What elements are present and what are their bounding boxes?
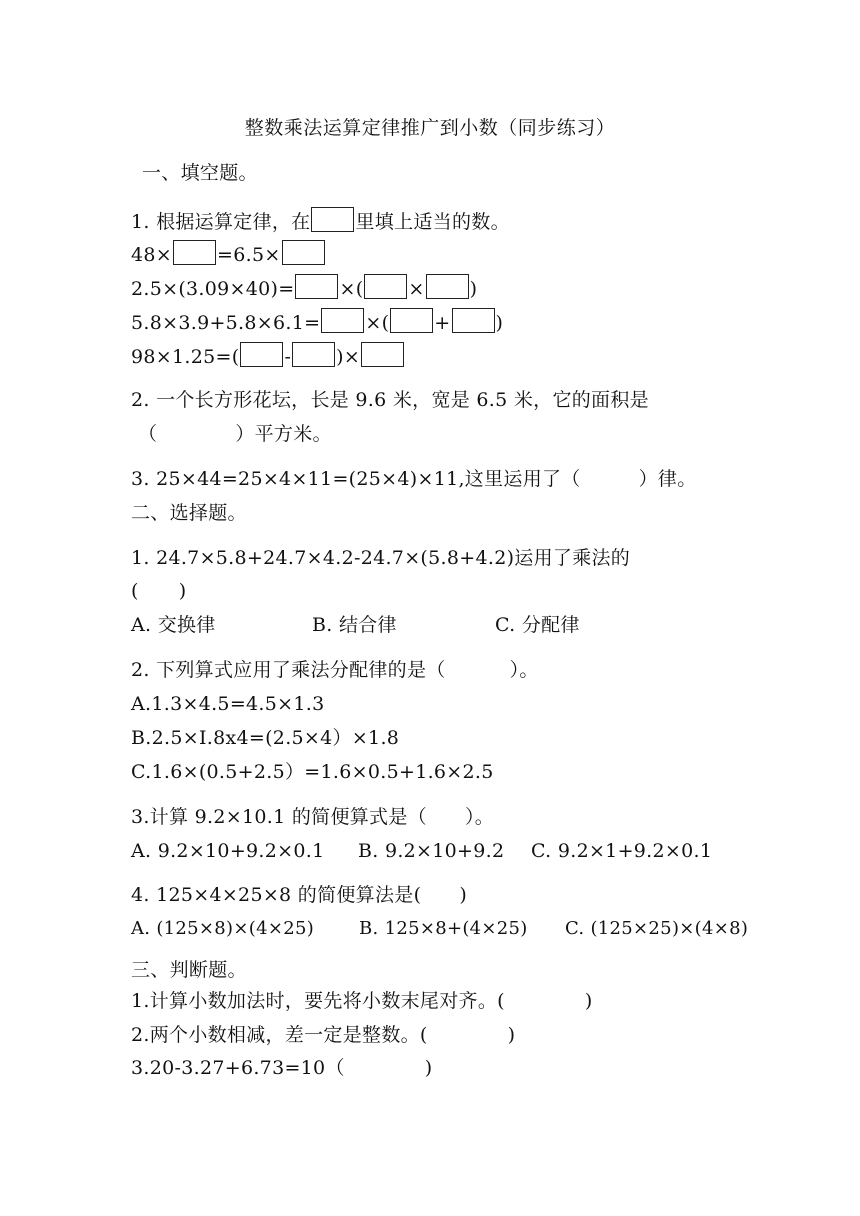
- q-text: ): [584, 990, 593, 1012]
- section-heading-fill-blank: 一、填空题。: [142, 162, 258, 184]
- section-heading-true-false: 三、判断题。: [131, 959, 247, 981]
- q-text: ）。: [464, 806, 495, 828]
- expr-text: ×(: [339, 278, 364, 300]
- section-heading-choice: 二、选择题。: [131, 502, 247, 524]
- q-text: ): [459, 884, 468, 906]
- q-text: 2.两个小数相减，差一定是整数。(: [131, 1024, 428, 1046]
- expr-text: 2.5×(3.09×40)=: [131, 278, 295, 300]
- s1-q1-expression-1: [131, 240, 326, 268]
- answer-box[interactable]: [173, 240, 216, 265]
- paren-close: ): [178, 580, 187, 602]
- s2-q2-text: [131, 657, 539, 683]
- answer-box[interactable]: [282, 240, 325, 265]
- answer-box-sample: [311, 207, 354, 232]
- expr-text: ×: [408, 278, 425, 300]
- q-text: 4. 125×4×25×8 的简便算法是(: [131, 884, 422, 906]
- s1-q1-expression-3: [131, 308, 503, 336]
- expr-text: )×: [336, 346, 361, 368]
- s2-q3-text: [131, 804, 494, 830]
- expr-text: ): [469, 278, 478, 300]
- s3-q2-text: [131, 1022, 515, 1048]
- s1-q1-prefix: 1. 根据运算定律，在: [131, 211, 311, 233]
- expr-text: ×(: [365, 312, 390, 334]
- answer-box[interactable]: [390, 308, 433, 333]
- q-text: ）律。: [638, 468, 697, 490]
- s1-q1-suffix: 里填上适当的数。: [355, 211, 510, 233]
- s2-q3-option-b: B. 9.2×10+9.2: [358, 840, 505, 862]
- q-text: 3.计算 9.2×10.1 的简便算式是（: [131, 806, 427, 828]
- answer-box[interactable]: [426, 274, 469, 299]
- answer-box[interactable]: [364, 274, 407, 299]
- s2-q4-option-b: B. 125×8+(4×25): [359, 918, 528, 939]
- q-text: 3.20-3.27+6.73=10（: [131, 1057, 345, 1079]
- s1-q3-text: [131, 466, 697, 492]
- expr-text: ): [495, 312, 504, 334]
- s2-q1-option-a: A. 交换律: [131, 614, 216, 636]
- paren-open: (: [131, 580, 139, 602]
- s2-q4-text: [131, 882, 467, 908]
- s1-q1-instruction: [131, 207, 510, 235]
- s2-q4-option-a: A. (125×8)×(4×25): [131, 918, 315, 939]
- s2-q1-answer-line: [131, 578, 186, 604]
- s2-q3-option-a: A. 9.2×10+9.2×0.1: [131, 840, 325, 862]
- s3-q1-text: [131, 988, 593, 1014]
- q-text: ）。: [509, 659, 539, 681]
- expr-text: =6.5×: [217, 244, 281, 266]
- s3-q3-text: [131, 1055, 432, 1081]
- expr-text: +: [434, 312, 451, 334]
- s1-q1-expression-4: [131, 342, 405, 370]
- paren-open: （: [138, 423, 158, 445]
- answer-box[interactable]: [361, 342, 404, 367]
- s1-q2-answer-line: [138, 421, 332, 447]
- answer-box[interactable]: [321, 308, 364, 333]
- expr-text: 48×: [131, 244, 172, 266]
- q-text: ): [507, 1024, 516, 1046]
- q-text: 3. 25×44=25×4×11=(25×4)×11,这里运用了（: [131, 468, 581, 490]
- s2-q1-text: 1. 24.7×5.8+24.7×4.2-24.7×(5.8+4.2)运用了乘法的: [131, 547, 631, 569]
- expr-text: 98×1.25=(: [131, 346, 240, 368]
- q-text: ): [424, 1057, 433, 1079]
- answer-box[interactable]: [292, 342, 335, 367]
- s2-q3-option-c: C. 9.2×1+9.2×0.1: [531, 840, 713, 862]
- s2-q2-option-a: A.1.3×4.5=4.5×1.3: [131, 693, 325, 715]
- page-title: 整数乘法运算定律推广到小数（同步练习）: [244, 117, 616, 139]
- expr-text: -: [284, 346, 292, 368]
- s1-q1-expression-2: [131, 274, 477, 302]
- answer-box[interactable]: [240, 342, 283, 367]
- s2-q4-option-c: C. (125×25)×(4×8): [565, 918, 749, 939]
- q-text: 2. 下列算式应用了乘法分配律的是（: [131, 659, 446, 681]
- s1-q2-text: 2. 一个长方形花坛，长是 9.6 米，宽是 6.5 米，它的面积是: [131, 389, 649, 411]
- answer-box[interactable]: [295, 274, 338, 299]
- s2-q2-option-b: B.2.5×I.8x4=(2.5×4）×1.8: [131, 727, 400, 749]
- s2-q2-option-c: C.1.6×(0.5+2.5）=1.6×0.5+1.6×2.5: [131, 761, 494, 783]
- answer-box[interactable]: [452, 308, 495, 333]
- s2-q1-option-b: B. 结合律: [312, 614, 397, 636]
- s2-q1-option-c: C. 分配律: [495, 614, 580, 636]
- expr-text: 5.8×3.9+5.8×6.1=: [131, 312, 321, 334]
- q-text: 1.计算小数加法时，要先将小数末尾对齐。(: [131, 990, 505, 1012]
- paren-close-text: ）平方米。: [235, 423, 332, 445]
